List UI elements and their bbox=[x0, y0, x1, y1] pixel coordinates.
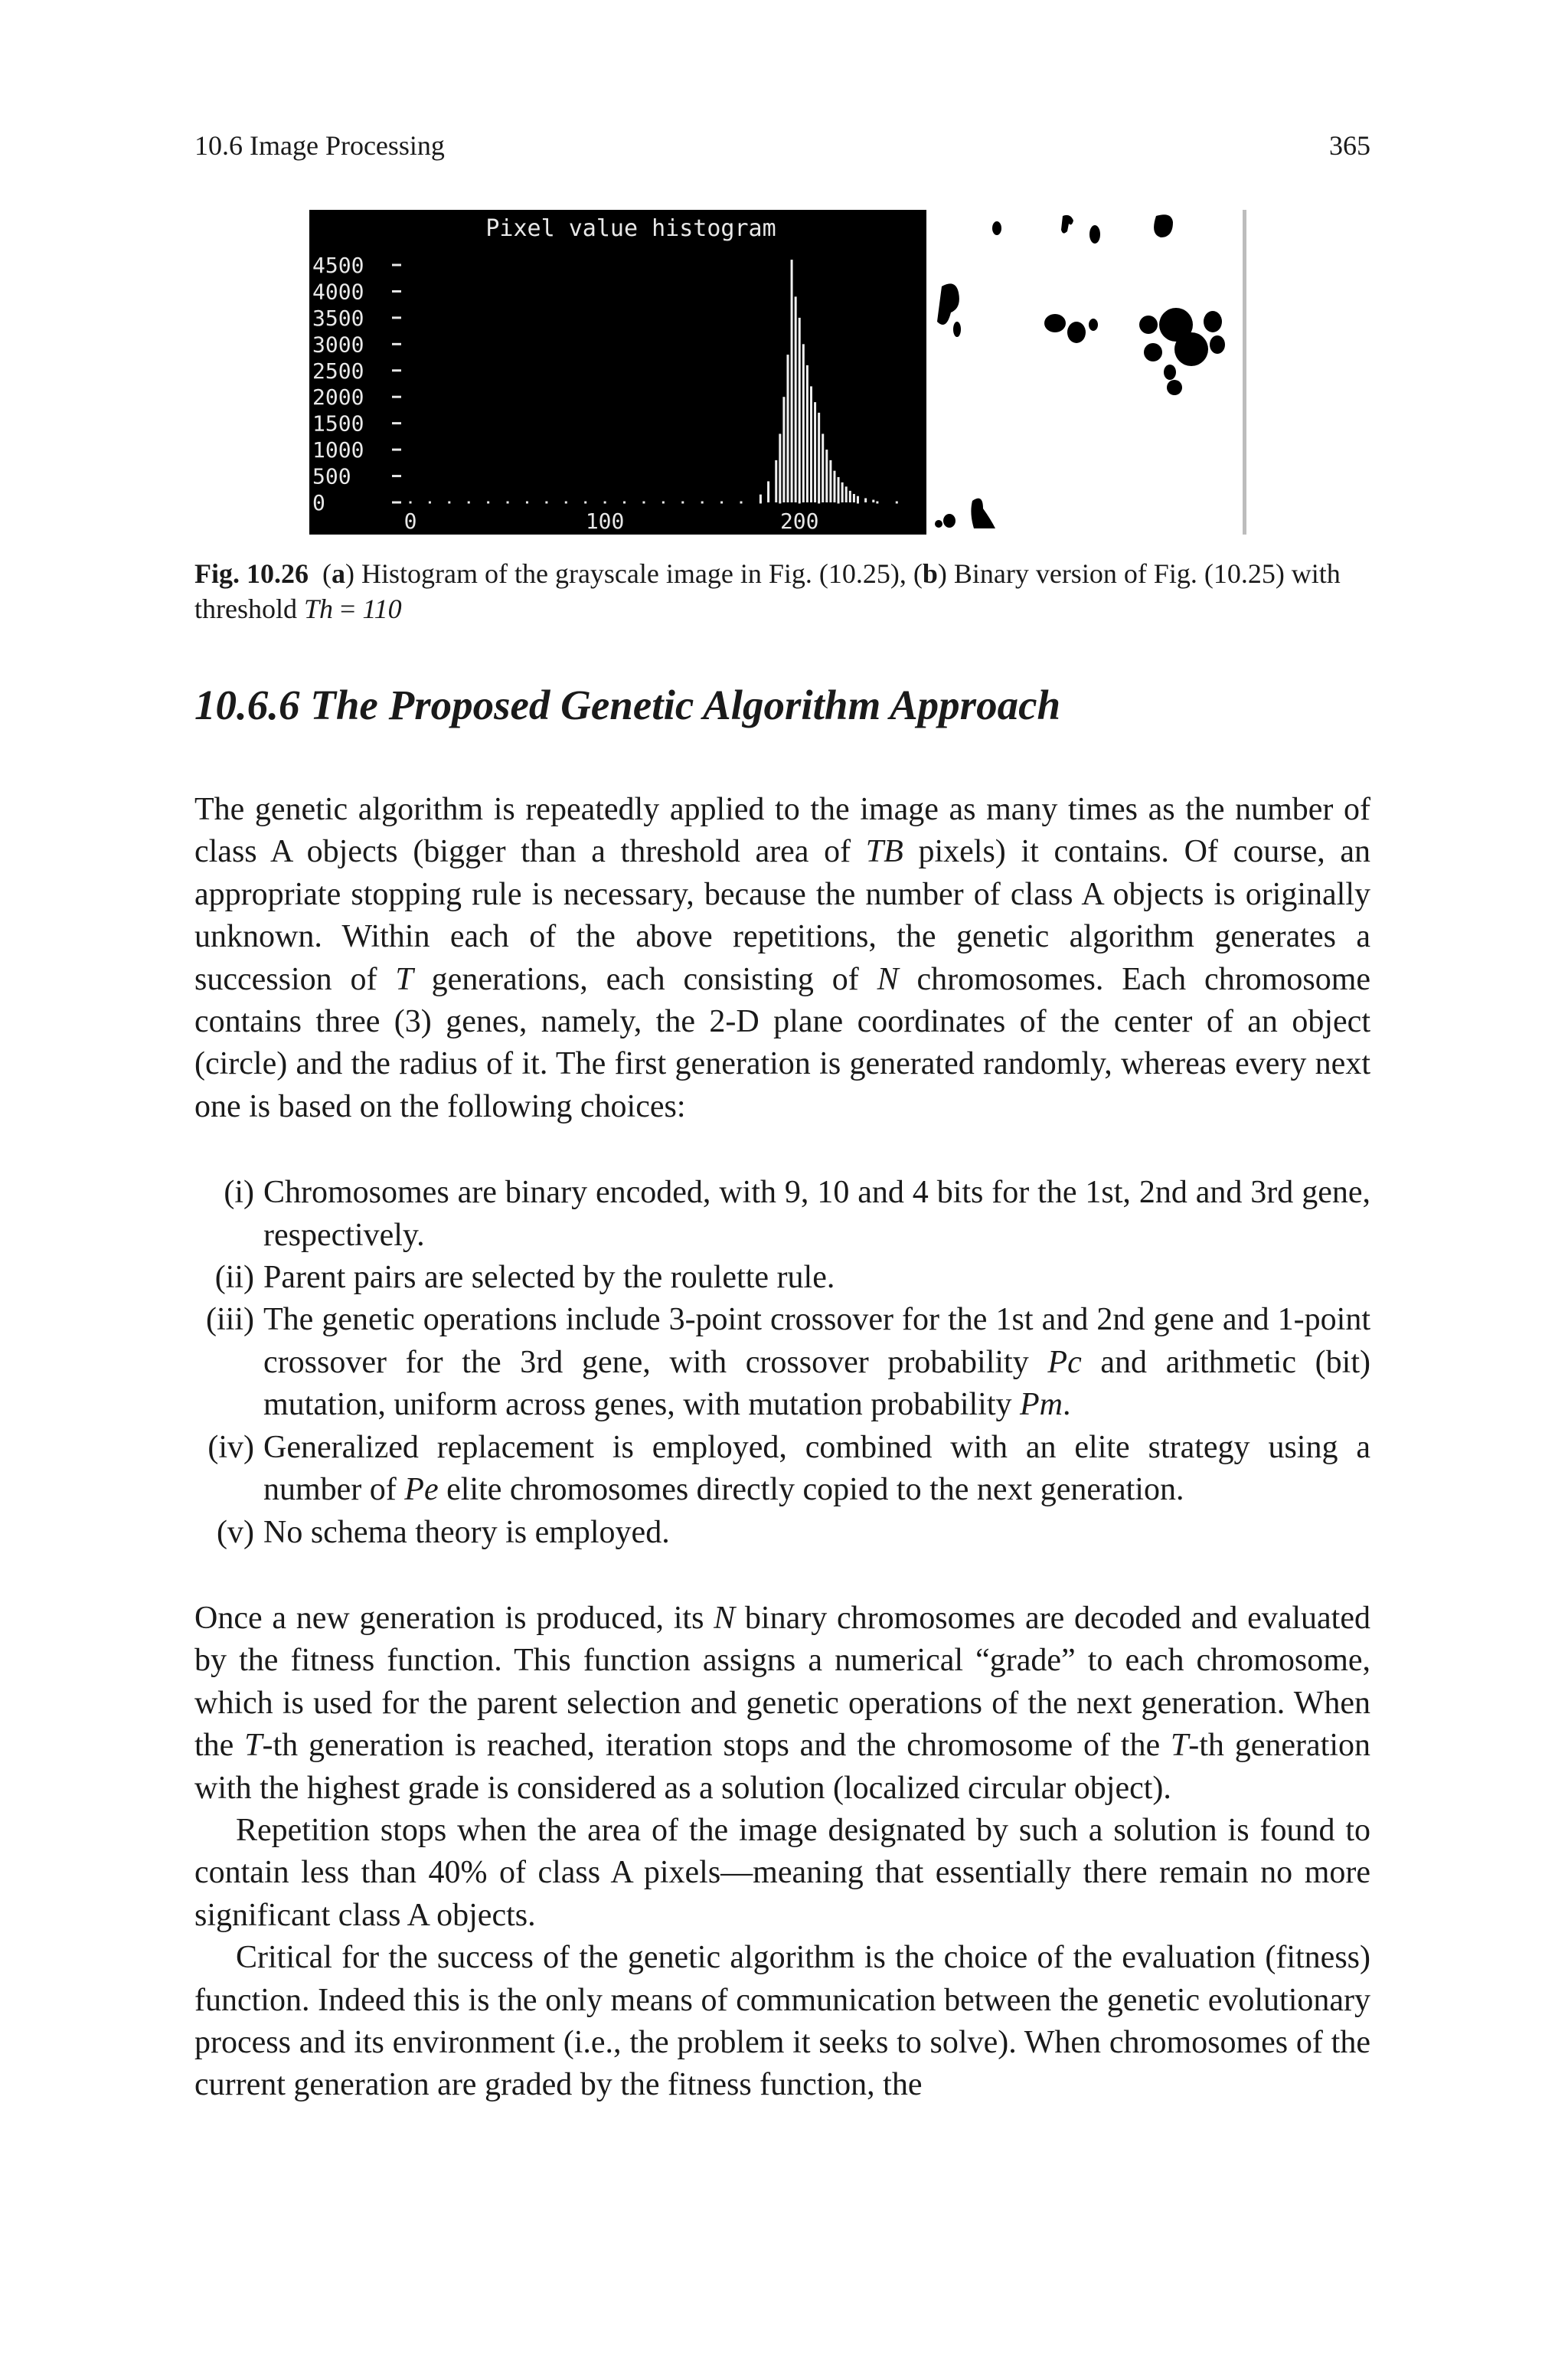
histogram-bar bbox=[845, 486, 848, 502]
paragraph-3: Repetition stops when the area of the image designated by such a solution is found to contain less than 40% of class A pixels—meaning that essentially there remain no more significant class A objects. bbox=[194, 1812, 1370, 1933]
histogram-bar bbox=[872, 500, 874, 502]
y-tick-label: 500 bbox=[312, 463, 351, 489]
histogram-bar bbox=[775, 460, 777, 502]
p2-text-1: Once a new generation is produced, its bbox=[194, 1600, 714, 1636]
binary-image-panel bbox=[926, 210, 1246, 535]
p2-t: T bbox=[244, 1728, 263, 1764]
x-axis-dot bbox=[507, 502, 509, 504]
x-axis-dot bbox=[526, 502, 528, 504]
pc-symbol: Pc bbox=[1047, 1344, 1082, 1380]
histogram-bar bbox=[782, 397, 785, 502]
histogram-bar bbox=[818, 413, 820, 502]
list-text bbox=[263, 1299, 1370, 1426]
x-axis-dot bbox=[740, 502, 743, 504]
histogram-panel bbox=[309, 210, 926, 535]
histogram-bar bbox=[786, 355, 789, 502]
x-axis-dot bbox=[701, 502, 704, 504]
histogram-bar bbox=[838, 477, 840, 502]
x-tick-label: 200 bbox=[779, 509, 819, 534]
p1-text-3: generations, each consisting of bbox=[413, 961, 877, 997]
list-text-a: The genetic operations include 3-point crossover for the 1st and 2nd gene and 1-point crossover for the 3rd gene, with crossover probability bbox=[263, 1302, 1370, 1380]
y-tick-label: 1000 bbox=[312, 437, 364, 463]
list-text bbox=[263, 1427, 1370, 1512]
y-tick-label: 4500 bbox=[312, 253, 364, 278]
paragraph-4: Critical for the success of the genetic algorithm is the choice of the evaluation (fitness) function. Indeed this is the only means of communication between the genetic evolutionary process and its environment (i.e., the problem it seeks to solve). When chromosomes of the current generation are graded by the fitness function, the bbox=[194, 1940, 1370, 2103]
x-axis-dot bbox=[448, 502, 450, 504]
p2-t-b: T bbox=[1170, 1728, 1189, 1764]
list-text-b: and arithmetic (bit) mutation, uniform across genes, with mutation probability bbox=[263, 1344, 1370, 1423]
p1-t: T bbox=[395, 961, 413, 997]
page-number: 365 bbox=[1329, 130, 1370, 161]
x-axis-dot bbox=[623, 502, 626, 504]
histogram-bar bbox=[810, 386, 812, 502]
section-heading: 10.6.6 The Proposed Genetic Algorithm Approach bbox=[194, 682, 1061, 728]
histogram-bar bbox=[767, 481, 769, 502]
histogram-bar bbox=[806, 365, 808, 502]
y-tick-label: 3000 bbox=[312, 332, 364, 358]
list-text-b: elite chromosomes directly copied to the next generation. bbox=[438, 1472, 1184, 1508]
y-tick-label: 0 bbox=[312, 490, 325, 515]
figure-10-26 bbox=[309, 210, 1246, 535]
histogram-bar bbox=[849, 491, 851, 502]
threshold-value: 110 bbox=[362, 594, 402, 624]
list-text: Parent pairs are selected by the roulette rule. bbox=[263, 1260, 835, 1296]
histogram-chart bbox=[309, 210, 926, 535]
x-axis-dot bbox=[896, 502, 898, 504]
histogram-bar bbox=[829, 460, 831, 502]
list-item bbox=[194, 1257, 1370, 1299]
list-item bbox=[194, 1299, 1370, 1426]
histogram-bar bbox=[833, 471, 835, 502]
x-axis-dot bbox=[565, 502, 567, 504]
x-axis-dot bbox=[410, 502, 412, 504]
y-tick-label: 1500 bbox=[312, 410, 364, 437]
threshold-equals: = bbox=[340, 594, 356, 624]
x-axis-dot bbox=[876, 502, 878, 504]
pe-symbol: Pe bbox=[404, 1472, 439, 1508]
histogram-bar bbox=[779, 433, 781, 502]
choices-list bbox=[194, 1172, 1370, 1554]
list-number: (i) bbox=[224, 1175, 254, 1211]
p1-text-2: pixels) it contains. Of course, an appropriate stopping rule is necessary, because the number of class A objects is originally unknown. Within each of the above repetitions, the genetic algorithm generates a succession of bbox=[194, 834, 1371, 997]
histogram-bar bbox=[791, 260, 793, 502]
histogram-bar bbox=[795, 296, 797, 502]
p1-text-1: The genetic algorithm is repeatedly applied to the image as many times as the number of class A objects (bigger than a threshold area of bbox=[194, 792, 1370, 870]
x-axis-dot bbox=[642, 502, 645, 504]
p1-n: N bbox=[877, 961, 899, 997]
caption-b-text: Binary version of Fig. (10.25) with threshold bbox=[194, 558, 1341, 624]
y-tick-label: 2000 bbox=[312, 384, 364, 410]
caption-b-mark: b bbox=[922, 558, 938, 589]
x-axis-dot bbox=[468, 502, 470, 504]
list-number: (v) bbox=[217, 1514, 254, 1550]
x-axis-dot bbox=[429, 502, 431, 504]
list-number: (iv) bbox=[207, 1429, 254, 1465]
histogram-bar bbox=[841, 482, 844, 502]
histogram-bar bbox=[799, 318, 801, 502]
p1-tb: TB bbox=[865, 834, 903, 870]
figure-label: Fig. 10.26 bbox=[194, 558, 309, 589]
p2-text-2: binary chromosomes are decoded and evaluated by the fitness function. This function assigns a numerical “grade” to each chromosome, which is used for the parent selection and genetic operations of the next generation. When the bbox=[194, 1600, 1370, 1764]
list-item bbox=[194, 1512, 1370, 1554]
p2-text-4: -th generation with the highest grade is considered as a solution (localized circular object). bbox=[194, 1728, 1370, 1806]
paragraph-1 bbox=[194, 789, 1370, 1128]
list-text: Chromosomes are binary encoded, with 9, 10 and 4 bits for the 1st, 2nd and 3rd gene, respectively. bbox=[263, 1175, 1370, 1253]
histogram-bar bbox=[802, 344, 805, 502]
list-text: No schema theory is employed. bbox=[263, 1514, 670, 1550]
list-number: (iii) bbox=[206, 1302, 254, 1338]
y-tick-label: 4000 bbox=[312, 279, 364, 305]
caption-a-mark: a bbox=[332, 558, 345, 589]
list-item bbox=[194, 1172, 1370, 1257]
histogram-bar bbox=[864, 498, 867, 502]
p1-text-4: chromosomes. Each chromosome contains three (3) genes, namely, the 2-D plane coordinates of the center of an object (circle) and the radius of it. The first generation is generated randomly, whereas every next one is based on the following choices: bbox=[194, 961, 1371, 1124]
caption-a-text: Histogram of the grayscale image in Fig. (10.25), ( bbox=[361, 558, 923, 589]
threshold-symbol: Th bbox=[303, 594, 334, 624]
paragraph-2 bbox=[194, 1598, 1370, 1810]
histogram-bar bbox=[814, 402, 816, 502]
list-text-a: Generalized replacement is employed, combined with an elite strategy using a number of bbox=[263, 1429, 1370, 1508]
chart-title: Pixel value histogram bbox=[485, 215, 776, 242]
list-item bbox=[194, 1427, 1370, 1512]
x-axis-dot bbox=[720, 502, 723, 504]
histogram-bar bbox=[857, 496, 859, 502]
header-section: 10.6 Image Processing bbox=[194, 130, 445, 161]
p2-text-3: -th generation is reached, iteration stops and the chromosome of the bbox=[262, 1728, 1171, 1764]
body-text bbox=[194, 789, 1370, 2107]
x-tick-label: 100 bbox=[585, 509, 625, 534]
histogram-bar bbox=[822, 433, 824, 502]
histogram-bar bbox=[760, 495, 762, 502]
x-axis-dot bbox=[604, 502, 606, 504]
list-text-c: . bbox=[1063, 1387, 1071, 1423]
x-axis-dot bbox=[545, 502, 547, 504]
x-axis-dot bbox=[584, 502, 586, 504]
histogram-bar bbox=[853, 494, 855, 502]
running-header bbox=[194, 129, 1370, 162]
figure-caption: Fig. 10.26 (a) Histogram of the grayscale image in Fig. (10.25), (b) Binary version of Fig. (10.25) with threshold Th = 110 bbox=[194, 558, 1341, 624]
pm-symbol: Pm bbox=[1020, 1387, 1063, 1423]
histogram-bar bbox=[825, 450, 828, 502]
y-tick-label: 3500 bbox=[312, 305, 364, 331]
binary-image bbox=[926, 210, 1243, 535]
y-tick-label: 2500 bbox=[312, 358, 364, 384]
p2-n: N bbox=[714, 1600, 736, 1636]
list-number: (ii) bbox=[214, 1260, 254, 1296]
x-axis-dot bbox=[487, 502, 489, 504]
x-axis-dot bbox=[662, 502, 665, 504]
x-tick-label: 0 bbox=[403, 509, 417, 534]
x-axis-dot bbox=[681, 502, 684, 504]
